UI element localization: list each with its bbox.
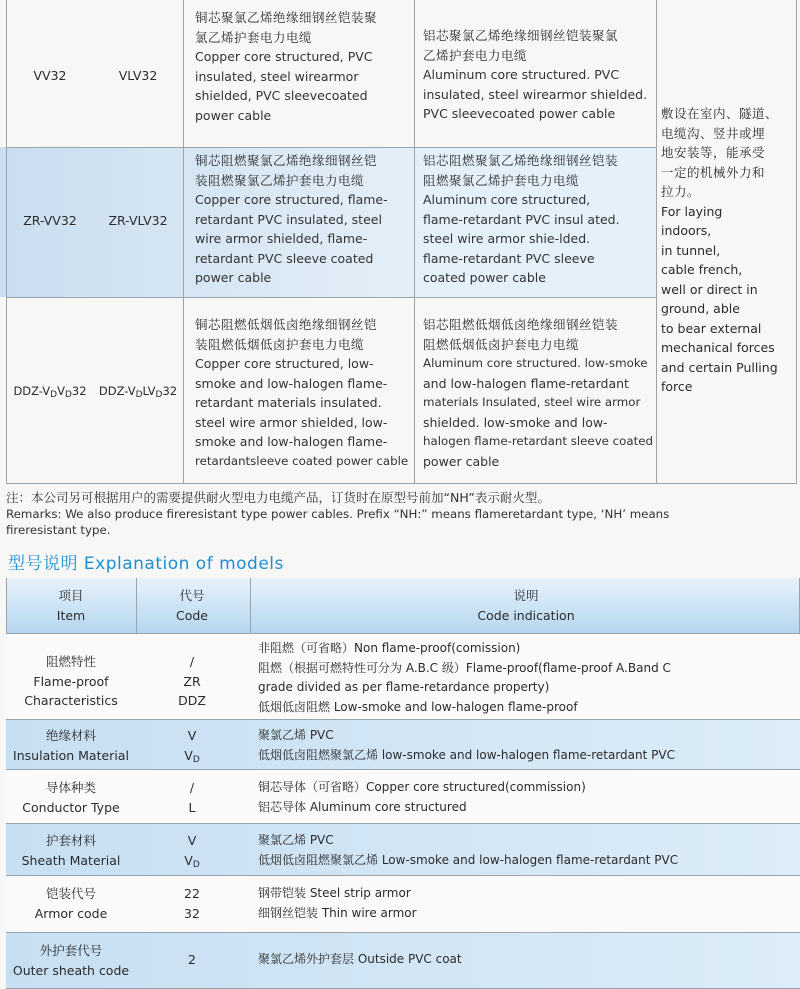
- usage-zh-line: 一定的机械外力和: [661, 164, 766, 180]
- description-al: [423, 26, 653, 124]
- usage-zh-line: 拉力。: [661, 184, 701, 199]
- description-cu: [195, 8, 410, 125]
- row-description: 聚氯乙烯 PVC 低烟低卤阻燃聚氯乙烯 low-smoke and low-halogen flame-retardant PVC: [258, 728, 675, 762]
- row-codes: / ZR DDZ: [178, 654, 206, 708]
- model-code-al: ZR-VLV32: [108, 213, 168, 228]
- grid-line: [6, 483, 796, 484]
- table-row: [6, 932, 800, 989]
- row-codes: 22 32: [184, 886, 200, 921]
- row-description: 聚氯乙烯外护套层 Outside PVC coat: [258, 952, 462, 966]
- desc-en-line: halogen flame-retardant sleeve coated: [423, 434, 653, 448]
- desc-en-line: insulated, steel wirearmor: [195, 68, 359, 84]
- row-item: 绝缘材料 Insulation Material: [13, 728, 129, 763]
- header-item: 项目 Item: [56, 588, 86, 623]
- row-description: 铜芯导体（可省略）Copper core structured(commission) 铝芯导体 Aluminum core structured: [258, 780, 586, 814]
- desc-en-line: wire armor shielded, flame-: [195, 231, 368, 246]
- row-description: 聚氯乙烯 PVC 低烟低卤阻燃聚氯乙烯 Low-smoke and low-halogen flame-retardant PVC: [258, 833, 679, 867]
- desc-zh-line: 铝芯阻燃聚氯乙烯绝缘细钢丝铠装: [423, 153, 619, 168]
- row-description: 钢带铠装 Steel strip armor 细钢丝铠装 Thin wire armor: [258, 886, 417, 920]
- desc-en-line: and low-halogen flame-retardant: [423, 375, 629, 391]
- usage-en-line: to bear external: [661, 320, 762, 336]
- table-row: [6, 769, 800, 824]
- desc-en-line: Aluminum core structured,: [423, 192, 591, 207]
- usage-en-line: and certain Pulling: [661, 359, 778, 375]
- usage-en-line: indoors,: [661, 223, 712, 238]
- desc-en-line: steel wire armor shielded, low-: [195, 414, 388, 430]
- desc-en-line: power cable: [195, 270, 272, 285]
- usage-en-line: ground, able: [661, 301, 740, 316]
- desc-en-line: steel wire armor shie-lded.: [423, 231, 591, 246]
- desc-en-line: smoke and low-halogen flame-: [195, 375, 388, 391]
- row-codes: / L: [188, 780, 196, 815]
- note-zh: 注：本公司另可根据用户的需要提供耐火型电力电缆产品，订货时在原型号前加“NH”表示耐火型。: [6, 490, 550, 505]
- usage-zh-line: 电缆沟、竖井或埋: [661, 125, 766, 141]
- desc-en-line: retardantsleeve coated power cable: [195, 453, 409, 468]
- desc-en-line: coated power cable: [423, 270, 546, 285]
- table-header: [6, 578, 800, 633]
- row-description: 非阻燃（可省略）Non flame-proof(comission) 阻燃（根据可燃特性可分为 A.B.C 级）Flame-proof(flame-proof A.Band C grade divided as per flame-retardance property) 低烟低卤阻燃 Low-smoke and low-halogen flame-proof: [258, 641, 671, 714]
- row-item: 护套材料 Sheath Material: [21, 833, 121, 868]
- usage-zh-line: 敷设在室内、隧道、: [661, 106, 779, 121]
- grid-line: [6, 147, 656, 148]
- desc-en-line: Aluminum core structured. PVC: [423, 67, 620, 82]
- desc-zh-line: 乙烯护套电力电缆: [423, 47, 528, 63]
- model-code-al: DDZ-$V_DLV_D32$: [98, 384, 178, 400]
- note-en-line: fireresistant type.: [6, 523, 111, 537]
- desc-en-line: shielded, PVC sleevecoated: [195, 88, 368, 103]
- grid-line: [656, 0, 657, 484]
- desc-zh-line: 装阻燃聚氯乙烯护套电力电缆: [195, 172, 365, 188]
- desc-en-line: shielded. low-smoke and low-: [423, 414, 608, 430]
- desc-en-line: materials Insulated, steel wire armor: [423, 395, 641, 409]
- row-codes: V $V_D$: [184, 833, 200, 870]
- description-al: [423, 315, 655, 471]
- description-cu: [195, 315, 413, 471]
- grid-line: [414, 0, 415, 484]
- usage-en-line: well or direct in: [661, 281, 758, 297]
- grid-line: [183, 0, 184, 484]
- table-row: [6, 823, 800, 876]
- usage-en-line: cable french,: [661, 262, 743, 277]
- table-row: [6, 875, 800, 933]
- desc-zh-line: 铝芯聚氯乙烯绝缘细钢丝铠装聚氯: [423, 28, 619, 43]
- desc-zh-line: 阻燃聚氯乙烯护套电力电缆: [423, 172, 580, 188]
- desc-zh-line: 阻燃低烟低卤护套电力电缆: [423, 336, 580, 352]
- model-code-cu: ZR-VV32: [23, 213, 77, 228]
- table-row: [6, 633, 800, 720]
- row-codes: 2: [188, 952, 196, 967]
- model-code-cu: VV32: [33, 68, 67, 83]
- desc-en-line: Copper core structured, low-: [195, 356, 374, 371]
- desc-zh-line: 氯乙烯护套电力电缆: [195, 29, 313, 45]
- desc-zh-line: 铝芯阻燃低烟低卤绝缘细钢丝铠装: [423, 317, 619, 332]
- desc-zh-line: 铜芯阻燃聚氯乙烯绝缘细钢丝铠: [195, 153, 378, 168]
- desc-en-line: retardant PVC sleeve coated: [195, 250, 374, 266]
- usage-en-line: force: [661, 379, 693, 394]
- grid-line: [6, 297, 656, 298]
- description-al: [423, 151, 653, 288]
- usage-zh-line: 地安装等，能承受: [661, 145, 766, 160]
- row-item: 外护套代号 Outer sheath code: [12, 943, 130, 978]
- desc-en-line: PVC sleevecoated power cable: [423, 106, 616, 121]
- usage-en-line: For laying: [661, 203, 723, 219]
- grid-line: [796, 0, 797, 484]
- desc-en-line: insulated, steel wirearmor shielded.: [423, 86, 648, 102]
- desc-en-line: Aluminum core structured. low-smoke: [423, 356, 648, 370]
- row-item: 铠装代号 Armor code: [34, 886, 108, 921]
- row-codes: V $V_D$: [184, 728, 200, 765]
- desc-en-line: flame-retardant PVC insul ated.: [423, 211, 620, 227]
- usage-description: [661, 104, 796, 397]
- desc-en-line: Copper core structured, PVC: [195, 49, 373, 64]
- note-en-line: Remarks: We also produce fireresistant type power cables. Prefix “NH:” means flameretardant type, ‘NH’ means: [6, 507, 670, 521]
- model-code-cu: DDZ-$V_DV_D32$: [13, 384, 87, 400]
- section-title: 型号说明 Explanation of models: [8, 554, 284, 574]
- usage-en-line: in tunnel,: [661, 242, 721, 258]
- desc-zh-line: 铜芯阻燃低烟低卤绝缘细钢丝铠: [195, 317, 378, 332]
- row-item: 阻燃特性 Flame-proof Characteristics: [24, 654, 118, 708]
- row-item: 导体种类 Conductor Type: [22, 780, 120, 815]
- usage-en-line: mechanical forces: [661, 340, 775, 355]
- header-code: 代号 Code: [175, 588, 208, 623]
- model-code-al: VLV32: [118, 68, 158, 83]
- desc-en-line: smoke and low-halogen flame-: [195, 434, 388, 449]
- table-row: [6, 719, 800, 770]
- desc-zh-line: 铜芯聚氯乙烯绝缘细钢丝铠装聚: [195, 10, 378, 25]
- cable-types-table: [0, 0, 800, 484]
- desc-en-line: retardant PVC insulated, steel: [195, 211, 382, 227]
- description-cu: [195, 151, 410, 288]
- desc-en-line: Copper core structured, flame-: [195, 192, 388, 207]
- desc-en-line: power cable: [423, 453, 500, 469]
- desc-en-line: retardant materials insulated.: [195, 395, 382, 410]
- header-description: 说明 Code indication: [477, 588, 575, 623]
- desc-en-line: flame-retardant PVC sleeve: [423, 250, 595, 266]
- desc-en-line: power cable: [195, 107, 272, 123]
- desc-zh-line: 装阻燃低烟低卤护套电力电缆: [195, 336, 365, 352]
